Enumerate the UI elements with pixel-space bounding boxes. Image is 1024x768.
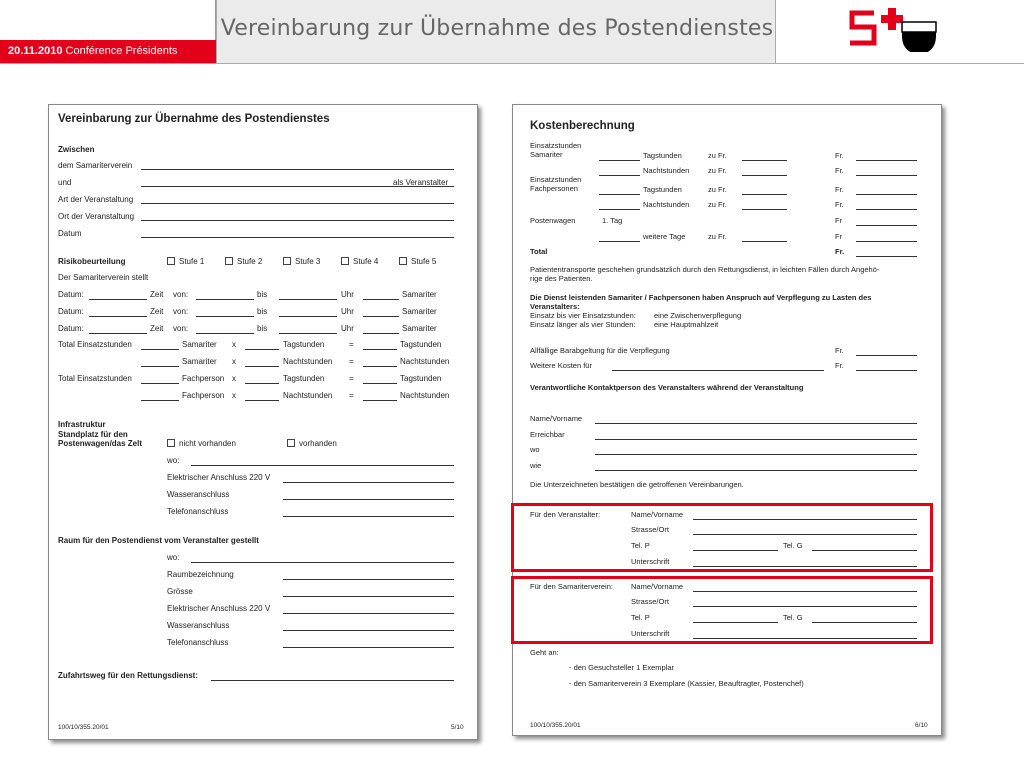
weitere-tage-rate[interactable] [742, 241, 787, 242]
row2-samariter: Samariter [402, 307, 437, 316]
header-logo-box [776, 0, 1024, 64]
checkbox-vorhanden[interactable] [287, 439, 295, 447]
kontakt-name-field[interactable] [595, 423, 917, 424]
total-sam-nacht-hours[interactable] [245, 366, 279, 367]
header-divider [0, 63, 1024, 64]
hauptmahlzeit: eine Hauptmahlzeit [654, 320, 719, 329]
field-wo-2[interactable] [191, 562, 454, 563]
row1-zeit: Zeit [150, 290, 164, 299]
header-event: Conférence Présidents [65, 45, 178, 57]
kontakt-wie-label: wie [530, 461, 542, 470]
field-datum[interactable] [141, 237, 454, 238]
row3-bis: bis [257, 324, 268, 333]
sam-nacht-label: Nachtstunden [643, 166, 690, 175]
total-fach-nacht-eq: = [349, 391, 354, 400]
row3-datum-field[interactable] [89, 333, 147, 334]
stufe-1-label: Stufe 1 [179, 257, 205, 266]
srk-logo-icon [846, 8, 946, 52]
field-veranstalter[interactable] [141, 186, 454, 187]
label-als-veranstalter: als Veranstalter [393, 178, 449, 187]
zwischenverpflegung: eine Zwischenverpflegung [654, 311, 742, 320]
total-field[interactable] [856, 256, 917, 257]
section-zwischen: Zwischen [58, 145, 95, 154]
row1-anzahl-field[interactable] [363, 299, 399, 300]
samariter-label: Samariter [530, 150, 563, 159]
fach-tag-fr: Fr. [835, 185, 844, 194]
total-sam-tag-result[interactable] [363, 349, 397, 350]
total-fach-tag-result[interactable] [363, 383, 397, 384]
kontakt-wo-field[interactable] [595, 454, 917, 455]
fach-tag-zufr: zu Fr. [708, 185, 727, 194]
total-fr: Fr. [835, 247, 845, 256]
total-fach-nacht-result-label: Nachtstunden [400, 391, 450, 400]
document-page-agreement [48, 104, 478, 740]
veranstalter-telp-label: Tel. P [631, 541, 650, 550]
page-title: Vereinbarung zur Übernahme des Postendienstes [58, 113, 330, 125]
total-sam-nacht-x: x [232, 357, 236, 366]
label-wasser-2: Wasseranschluss [167, 621, 230, 630]
row1-bis-field[interactable] [279, 299, 337, 300]
sam-nacht-total[interactable] [856, 175, 917, 176]
total-fach-nacht-hours[interactable] [245, 400, 279, 401]
row3-samariter: Samariter [402, 324, 437, 333]
kontakt-wo-label: wo [530, 445, 540, 454]
barabgeltung-label: Allfällige Barabgeltung für die Verpflegung [530, 346, 670, 355]
label-elektrisch-1: Elektrischer Anschluss 220 V [167, 473, 271, 482]
total-sam-tag-result-label: Tagstunden [400, 340, 442, 349]
row2-anzahl-field[interactable] [363, 316, 399, 317]
ein-tag-label: 1. Tag [602, 216, 623, 225]
total-sam-nacht-nachtstunden: Nachtstunden [283, 357, 333, 366]
total-sam-tag-eq: = [349, 340, 354, 349]
geht-an-samariterverein: - den Samariterverein 3 Exemplare (Kassier, Beauftragter, Postenchef) [569, 679, 804, 688]
sam-tag-fr: Fr. [835, 151, 844, 160]
sam-tag-zufr: zu Fr. [708, 151, 727, 160]
total-sam-tag-x: x [232, 340, 236, 349]
total-sam-nacht-result-label: Nachtstunden [400, 357, 450, 366]
checkbox-stufe-4[interactable] [341, 257, 349, 265]
veranstalter-telg-label: Tel. G [783, 541, 803, 550]
field-ort[interactable] [141, 220, 454, 221]
field-wasser-2[interactable] [283, 630, 454, 631]
bestaetigen-text: Die Unterzeichneten bestätigen die getroffenen Vereinbarungen. [530, 480, 744, 489]
field-elektrisch-2[interactable] [283, 613, 454, 614]
field-groesse[interactable] [283, 596, 454, 597]
einsatz-vier-label: Einsatz bis vier Einsatzstunden: [530, 311, 636, 320]
row1-uhr: Uhr [341, 290, 354, 299]
checkbox-stufe-3[interactable] [283, 257, 291, 265]
fach-tag-label: Tagstunden [643, 185, 682, 194]
stufe-3-label: Stufe 3 [295, 257, 321, 266]
total-fach-tag-tagstunden: Tagstunden [283, 374, 325, 383]
label-elektrisch-2: Elektrischer Anschluss 220 V [167, 604, 271, 613]
sam-tag-label: Tagstunden [643, 151, 682, 160]
label-nicht-vorhanden: nicht vorhanden [179, 439, 236, 448]
postenwagen-tag1-fr: Fr [835, 216, 843, 225]
fach-nacht-zufr: zu Fr. [708, 200, 727, 209]
checkbox-stufe-5[interactable] [399, 257, 407, 265]
weitere-tage-label: weitere Tage [643, 232, 686, 241]
samariterverein-label: Für den Samariterverein: [530, 582, 613, 591]
row1-datum: Datum: [58, 290, 84, 299]
label-telefon-1: Telefonanschluss [167, 507, 229, 516]
sam-nacht-zufr: zu Fr. [708, 166, 727, 175]
label-ort: Ort der Veranstaltung [58, 212, 135, 221]
highlight-samariterverein-signature [511, 576, 933, 644]
date-banner [0, 40, 216, 64]
label-wo-1: wo: [167, 456, 180, 465]
slide-title: Vereinbarung zur Übernahme des Postendienstes [220, 16, 774, 41]
row1-von: von: [173, 290, 189, 299]
fach-tag-count[interactable] [599, 194, 640, 195]
label-telefon-2: Telefonanschluss [167, 638, 229, 647]
samariterverein-telp-label: Tel. P [631, 613, 650, 622]
einsatz-laenger-label: Einsatz länger als vier Stunden: [530, 320, 636, 329]
total-samariter-label: Total Einsatzstunden [58, 340, 132, 349]
postenwagen-label: Postenwagen [530, 216, 576, 225]
fach-nacht-count[interactable] [599, 209, 640, 210]
veranstalter-label: Für den Veranstalter: [530, 510, 601, 519]
weitere-kosten-label: Weitere Kosten für [530, 361, 592, 370]
row3-uhr: Uhr [341, 324, 354, 333]
sam-nacht-count[interactable] [599, 175, 640, 176]
label-wasser-1: Wasseranschluss [167, 490, 230, 499]
weitere-kosten-field[interactable] [856, 370, 917, 371]
highlight-veranstalter-signature [511, 503, 933, 572]
weitere-kosten-fr: Fr. [835, 361, 844, 370]
total-sam-nacht-samariter: Samariter [182, 357, 217, 366]
einsatzstunden-fach-label: Einsatzstunden [530, 175, 582, 184]
stufe-2-label: Stufe 2 [237, 257, 263, 266]
row3-datum: Datum: [58, 324, 84, 333]
row3-zeit: Zeit [150, 324, 164, 333]
row2-von-field[interactable] [196, 316, 254, 317]
field-elektrisch-1[interactable] [283, 482, 454, 483]
dienst-text-1: Die Dienst leistenden Samariter / Fachpersonen haben Anspruch auf Verpflegung zu Lasten des [530, 293, 872, 302]
row2-bis: bis [257, 307, 268, 316]
postenwagen-tag1-total[interactable] [856, 225, 917, 226]
total-sam-nacht-count[interactable] [141, 366, 179, 367]
field-telefon-2[interactable] [283, 647, 454, 648]
stufe-4-label: Stufe 4 [353, 257, 379, 266]
field-wo-1[interactable] [191, 465, 454, 466]
sam-tag-rate[interactable] [742, 160, 787, 161]
infra-standplatz: Standplatz für den [58, 430, 128, 439]
fach-tag-total[interactable] [856, 194, 917, 195]
field-raumbez[interactable] [283, 579, 454, 580]
checkbox-stufe-2[interactable] [225, 257, 233, 265]
row1-von-field[interactable] [196, 299, 254, 300]
field-wasser-1[interactable] [283, 499, 454, 500]
total-fach-label: Total Einsatzstunden [58, 374, 132, 383]
slide-header [0, 0, 1024, 64]
total-sam-tag-samariter: Samariter [182, 340, 217, 349]
total-sam-tag-hours[interactable] [245, 349, 279, 350]
footer-page-number: 6/10 [915, 722, 928, 729]
total-fach-tag-x: x [232, 374, 236, 383]
label-und: und [58, 178, 72, 187]
raum-title: Raum für den Postendienst vom Veranstalter gestellt [58, 536, 259, 545]
page-title: Kostenberechnung [530, 120, 635, 132]
section-risiko: Risikobeurteilung [58, 257, 126, 266]
field-zufahrt[interactable] [211, 680, 454, 681]
label-wo-2: wo: [167, 553, 180, 562]
infra-postenwagen: Postenwagen/das Zelt [58, 439, 143, 448]
total-sam-tag-count[interactable] [141, 349, 179, 350]
fach-nacht-total[interactable] [856, 209, 917, 210]
barabgeltung-field[interactable] [856, 355, 917, 356]
field-samariterverein[interactable] [141, 169, 454, 170]
patient-text-1: Patiententransporte geschehen grundsätzlich durch den Rettungsdienst, in leichten Fällen durch Angehö- [530, 265, 880, 274]
label-datum: Datum [58, 229, 82, 238]
kontakt-name-label: Name/Vorname [530, 414, 583, 423]
barabgeltung-fr: Fr. [835, 346, 844, 355]
sam-nacht-fr: Fr. [835, 166, 844, 175]
total-fach-tag-hours[interactable] [245, 383, 279, 384]
patient-text-2: rige des Patienten. [530, 274, 593, 283]
kontakt-erreichbar-field[interactable] [595, 439, 917, 440]
row2-von: von: [173, 307, 189, 316]
veranstalter-unterschrift-label: Unterschrift [631, 557, 670, 566]
total-fach-nacht-fachperson: Fachperson [182, 391, 225, 400]
total-label: Total [530, 247, 548, 256]
row3-bis-field[interactable] [279, 333, 337, 334]
label-stellt: Der Samariterverein stellt [58, 273, 149, 282]
fach-nacht-rate[interactable] [742, 209, 787, 210]
checkbox-stufe-1[interactable] [167, 257, 175, 265]
label-samariterverein: dem Samariterverein [58, 161, 133, 170]
row2-bis-field[interactable] [279, 316, 337, 317]
fach-tag-rate[interactable] [742, 194, 787, 195]
infra-title: Infrastruktur [58, 420, 106, 429]
fach-nacht-fr: Fr. [835, 200, 844, 209]
label-vorhanden: vorhanden [299, 439, 337, 448]
dienst-text-2: Veranstalters: [530, 302, 580, 311]
row2-zeit: Zeit [150, 307, 164, 316]
header-title-box [216, 0, 776, 64]
total-fach-tag-result-label: Tagstunden [400, 374, 442, 383]
weitere-tage-fr: Fr [835, 232, 843, 241]
total-fach-nacht-nachtstunden: Nachtstunden [283, 391, 333, 400]
weitere-tage-count[interactable] [599, 241, 640, 242]
header-left-panel [0, 0, 216, 64]
weitere-kosten-desc[interactable] [612, 370, 824, 371]
total-fach-nacht-x: x [232, 391, 236, 400]
kontakt-title: Verantwortliche Kontaktperson des Veranstalters während der Veranstaltung [530, 383, 804, 392]
row1-datum-field[interactable] [89, 299, 147, 300]
row1-samariter: Samariter [402, 290, 437, 299]
row1-bis: bis [257, 290, 268, 299]
samariterverein-telg-label: Tel. G [783, 613, 803, 622]
geht-an-gesuchsteller: - den Gesuchsteller 1 Exemplar [569, 663, 675, 672]
footer-page-number: 5/10 [451, 724, 464, 731]
samariterverein-name-label: Name/Vorname [631, 582, 684, 591]
kontakt-wie-field[interactable] [595, 470, 917, 471]
einsatzstunden-sam-label: Einsatzstunden [530, 141, 582, 150]
total-sam-nacht-eq: = [349, 357, 354, 366]
sam-tag-count[interactable] [599, 160, 640, 161]
geht-an-label: Geht an: [530, 648, 559, 657]
kontakt-erreichbar-label: Erreichbar [530, 430, 565, 439]
total-fach-tag-count[interactable] [141, 383, 179, 384]
weitere-tage-total[interactable] [856, 241, 917, 242]
label-art: Art der Veranstaltung [58, 195, 134, 204]
total-fach-tag-fachperson: Fachperson [182, 374, 225, 383]
label-raumbez: Raumbezeichnung [167, 570, 234, 579]
zufahrt-label: Zufahrtsweg für den Rettungsdienst: [58, 671, 198, 680]
row2-datum-field[interactable] [89, 316, 147, 317]
sam-nacht-rate[interactable] [742, 175, 787, 176]
fach-nacht-label: Nachtstunden [643, 200, 690, 209]
footer-ref: 100/10/355.20/01 [58, 724, 109, 731]
footer-ref: 100/10/355.20/01 [530, 722, 581, 729]
fachpersonen-label: Fachpersonen [530, 184, 578, 193]
veranstalter-name-label: Name/Vorname [631, 510, 684, 519]
field-telefon-1[interactable] [283, 516, 454, 517]
total-fach-tag-eq: = [349, 374, 354, 383]
stufe-5-label: Stufe 5 [411, 257, 437, 266]
row2-datum: Datum: [58, 307, 84, 316]
sam-tag-total[interactable] [856, 160, 917, 161]
row3-von-field[interactable] [196, 333, 254, 334]
total-fach-nacht-count[interactable] [141, 400, 179, 401]
total-sam-nacht-result[interactable] [363, 366, 397, 367]
total-sam-tag-tagstunden: Tagstunden [283, 340, 325, 349]
weitere-tage-zufr: zu Fr. [708, 232, 727, 241]
label-groesse: Grösse [167, 587, 193, 596]
row3-anzahl-field[interactable] [363, 333, 399, 334]
veranstalter-strasse-label: Strasse/Ort [631, 525, 669, 534]
row3-von: von: [173, 324, 189, 333]
samariterverein-strasse-label: Strasse/Ort [631, 597, 669, 606]
total-fach-nacht-result[interactable] [363, 400, 397, 401]
checkbox-nicht-vorhanden[interactable] [167, 439, 175, 447]
samariterverein-unterschrift-label: Unterschrift [631, 629, 670, 638]
row2-uhr: Uhr [341, 307, 354, 316]
field-art[interactable] [141, 203, 454, 204]
header-date: 20.11.2010 [8, 45, 63, 57]
